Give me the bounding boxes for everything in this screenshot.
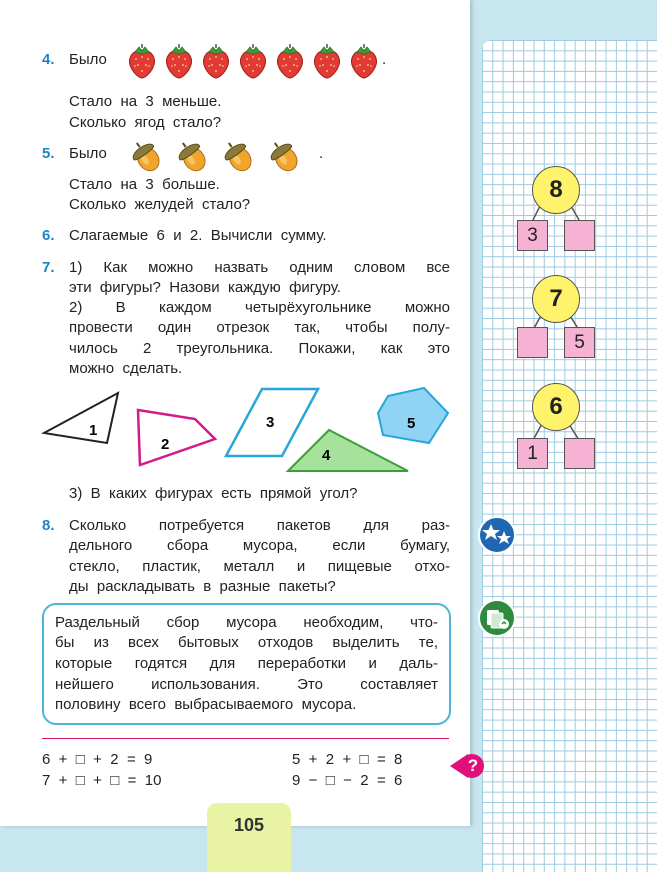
info-line: Раздельный сбор мусора необходим, что- — [55, 614, 438, 631]
task-7-line: провести один отрезок так, чтобы полу- — [69, 319, 450, 336]
strawberry-icon — [278, 44, 303, 78]
acorn-icon — [219, 136, 257, 174]
task-8-line: стекло, пластик, металл и пищевые отхо- — [69, 558, 450, 575]
equation: 9 − □ − 2 = 6 — [292, 772, 403, 789]
question-marker-label: ? — [467, 756, 479, 775]
task-4-period: . — [382, 51, 387, 68]
geometric-figures — [0, 380, 470, 480]
figure-triangle-1 — [44, 393, 118, 443]
figure-label: 2 — [161, 436, 170, 453]
recycle-badge-icon[interactable] — [477, 598, 517, 638]
strawberry-row — [127, 44, 387, 85]
info-line: половину всего выбрасываемого мусора. — [55, 696, 357, 713]
task-4-line2: Стало на 3 меньше. — [69, 93, 222, 110]
task-8-number: 8. — [42, 517, 55, 534]
task-8-line: дельного сбора мусора, если бумагу, — [69, 537, 450, 554]
task-7-number: 7. — [42, 259, 55, 276]
task-5-number: 5. — [42, 145, 55, 162]
task-8-line: ды раскладывать в разные пакеты? — [69, 578, 336, 595]
task-7-question-3: 3) В каких фигурах есть прямой угол? — [69, 485, 358, 502]
task-5-was-label: Было — [69, 145, 107, 162]
task-7-line: 1) Как можно назвать одним словом все — [69, 259, 450, 276]
strawberry-icons — [127, 44, 387, 80]
task-7-line: эти фигуры? Назови каждую фигуру. — [69, 279, 341, 296]
figure-quadrilateral-2 — [138, 410, 215, 465]
task-7-line: можно сделать. — [69, 360, 183, 377]
section-divider — [42, 738, 449, 739]
page-number: 105 — [233, 815, 265, 835]
number-box[interactable] — [517, 327, 548, 358]
number-circle: 8 — [532, 166, 580, 214]
acorn-icon — [173, 136, 211, 174]
figure-label: 1 — [89, 422, 98, 439]
task-5-line3: Сколько желудей стало? — [69, 196, 251, 213]
strawberry-icon — [352, 44, 377, 78]
task-6-number: 6. — [42, 227, 55, 244]
number-box[interactable]: 1 — [517, 438, 548, 469]
info-line: которые годятся для переработки и даль- — [55, 655, 438, 672]
task-6-text: Слагаемые 6 и 2. Вычисли сумму. — [69, 227, 327, 244]
figure-label: 5 — [407, 415, 416, 432]
number-circle: 6 — [532, 383, 580, 431]
task-4-was-label: Было — [69, 51, 107, 68]
number-box[interactable] — [564, 220, 595, 251]
strawberry-icon — [167, 44, 192, 78]
strawberry-icon — [130, 44, 155, 78]
number-box[interactable]: 3 — [517, 220, 548, 251]
acorn-icon — [128, 136, 165, 174]
acorn-icon — [265, 136, 303, 174]
number-box[interactable]: 5 — [564, 327, 595, 358]
equation: 6 + □ + 2 = 9 — [42, 751, 153, 768]
task-7-line: чилось 2 треугольника. Покажи, как это — [69, 340, 450, 357]
figure-label: 4 — [322, 447, 331, 464]
page-number-tab — [207, 803, 291, 872]
info-line: бы из всех бытовых отходов выделить те, — [55, 634, 438, 651]
strawberry-icon — [315, 44, 340, 78]
task-5-line2: Стало на 3 больше. — [69, 176, 220, 193]
task-7-line: 2) В каждом четырёхугольнике можно — [69, 299, 450, 316]
strawberry-icon — [204, 44, 229, 78]
task-4-line3: Сколько ягод стало? — [69, 114, 222, 131]
info-line: нейшего использования. Это составляет — [55, 676, 438, 693]
strawberry-icon — [241, 44, 266, 78]
task-8-line: Сколько потребуется пакетов для раз- — [69, 517, 450, 534]
acorn-row — [128, 136, 328, 179]
figure-label: 3 — [266, 414, 275, 431]
equation: 5 + 2 + □ = 8 — [292, 751, 403, 768]
task-4-number: 4. — [42, 51, 55, 68]
acorn-icons — [128, 136, 328, 174]
number-circle: 7 — [532, 275, 580, 323]
task-5-period: . — [319, 145, 324, 162]
equation: 7 + □ + □ = 10 — [42, 772, 162, 789]
number-box[interactable] — [564, 438, 595, 469]
stars-badge-icon[interactable] — [477, 515, 517, 555]
